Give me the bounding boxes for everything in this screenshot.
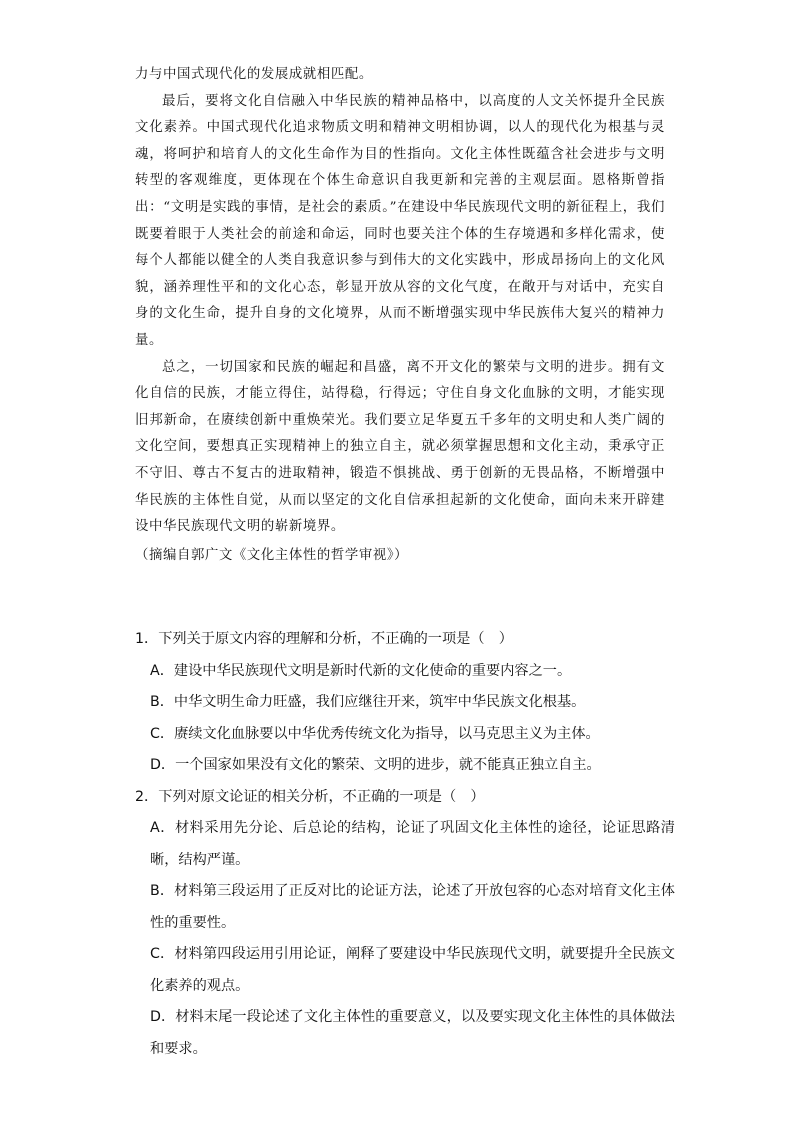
question-1 [135,624,675,782]
paragraph-continued: 力与中国式现代化的发展成就相匹配。 [135,67,373,82]
reading-passage [135,62,665,569]
option-c: C．材料第四段运用引用论证，阐释了要建设中华民族现代文明，就要提升全民族文化素养的观点。 [150,946,675,994]
question-stem: 1．下列关于原文内容的理解和分析，不正确的一项是（ ） [135,631,513,647]
paragraph-finally: 最后，要将文化自信融入中华民族的精神品格中，以高度的人文关怀提升全民族文化素养。中国式现代化追求物质文明和精神文明相协调，以人的现代化为根基与灵魂，将呵护和培育人的文化生命作为目的性指向。文化主体性既蕴含社会进步与文明转型的客观维度，更体现在个体生命意识自我更新和完善的主观层面。恩格斯曾指出：“文明是实践的事情，是社会的素质。”在建设中华民族现代文明的新征程上，我们既要着眼于人类社会的前途和命运，同时也要关注个体的生存境遇和多样化需求，使每个人都能以健全的人类自我意识参与到伟大的文化实践中，形成昂扬向上的文化风貌，涵养理性平和的文化心态，彰显开放从容的文化气度，在敞开与对话中，充实自身的文化生命，提升自身的文化境界，从而不断增强实现中华民族伟大复兴的精神力量。 [135,93,665,348]
option-d: D．一个国家如果没有文化的繁荣、文明的进步，就不能真正独立自主。 [150,757,601,773]
option-d: D．材料末尾一段论述了文化主体性的重要意义，以及要实现文化主体性的具体做法和要求。 [150,1009,675,1057]
question-stem: 2．下列对原文论证的相关分析，不正确的一项是（ ） [135,788,485,805]
option-a: A．建设中华民族现代文明是新时代新的文化使命的重要内容之一。 [150,662,572,679]
option-a: A．材料采用先分论、后总论的结构，论证了巩固文化主体性的途径，论证思路清晰，结构严谨。 [150,820,675,868]
paragraph-conclusion: 总之，一切国家和民族的崛起和昌盛，离不开文化的繁荣与文明的进步。拥有文化自信的民族，才能立得住，站得稳，行得远；守住自身文化血脉的文明，才能实现旧邦新命，在赓续创新中重焕荣光。我们要立足华夏五千多年的文明史和人类广阔的文化空间，要想真正实现精神上的独立自主，就必须掌握思想和文化主动，秉承守正不守旧、尊古不复古的进取精神，锻造不惧挑战、勇于创新的无畏品格，不断增强中华民族的主体性自觉，从而以坚定的文化自信承担起新的文化使命，面向未来开辟建设中华民族现代文明的崭新境界。 [135,359,665,535]
source-citation: （摘编自郭广文《文化主体性的哲学审视》） [135,547,409,563]
question-2 [135,782,675,1066]
option-b: B．材料第三段运用了正反对比的论证方法，论述了开放包容的心态对培育文化主体性的重要性。 [150,883,675,931]
option-c: C．赓续文化血脉要以中华优秀传统文化为指导，以马克思主义为主体。 [150,725,600,742]
question-list [135,624,675,1065]
option-b: B．中华文明生命力旺盛，我们应继往开来，筑牢中华民族文化根基。 [150,694,586,710]
